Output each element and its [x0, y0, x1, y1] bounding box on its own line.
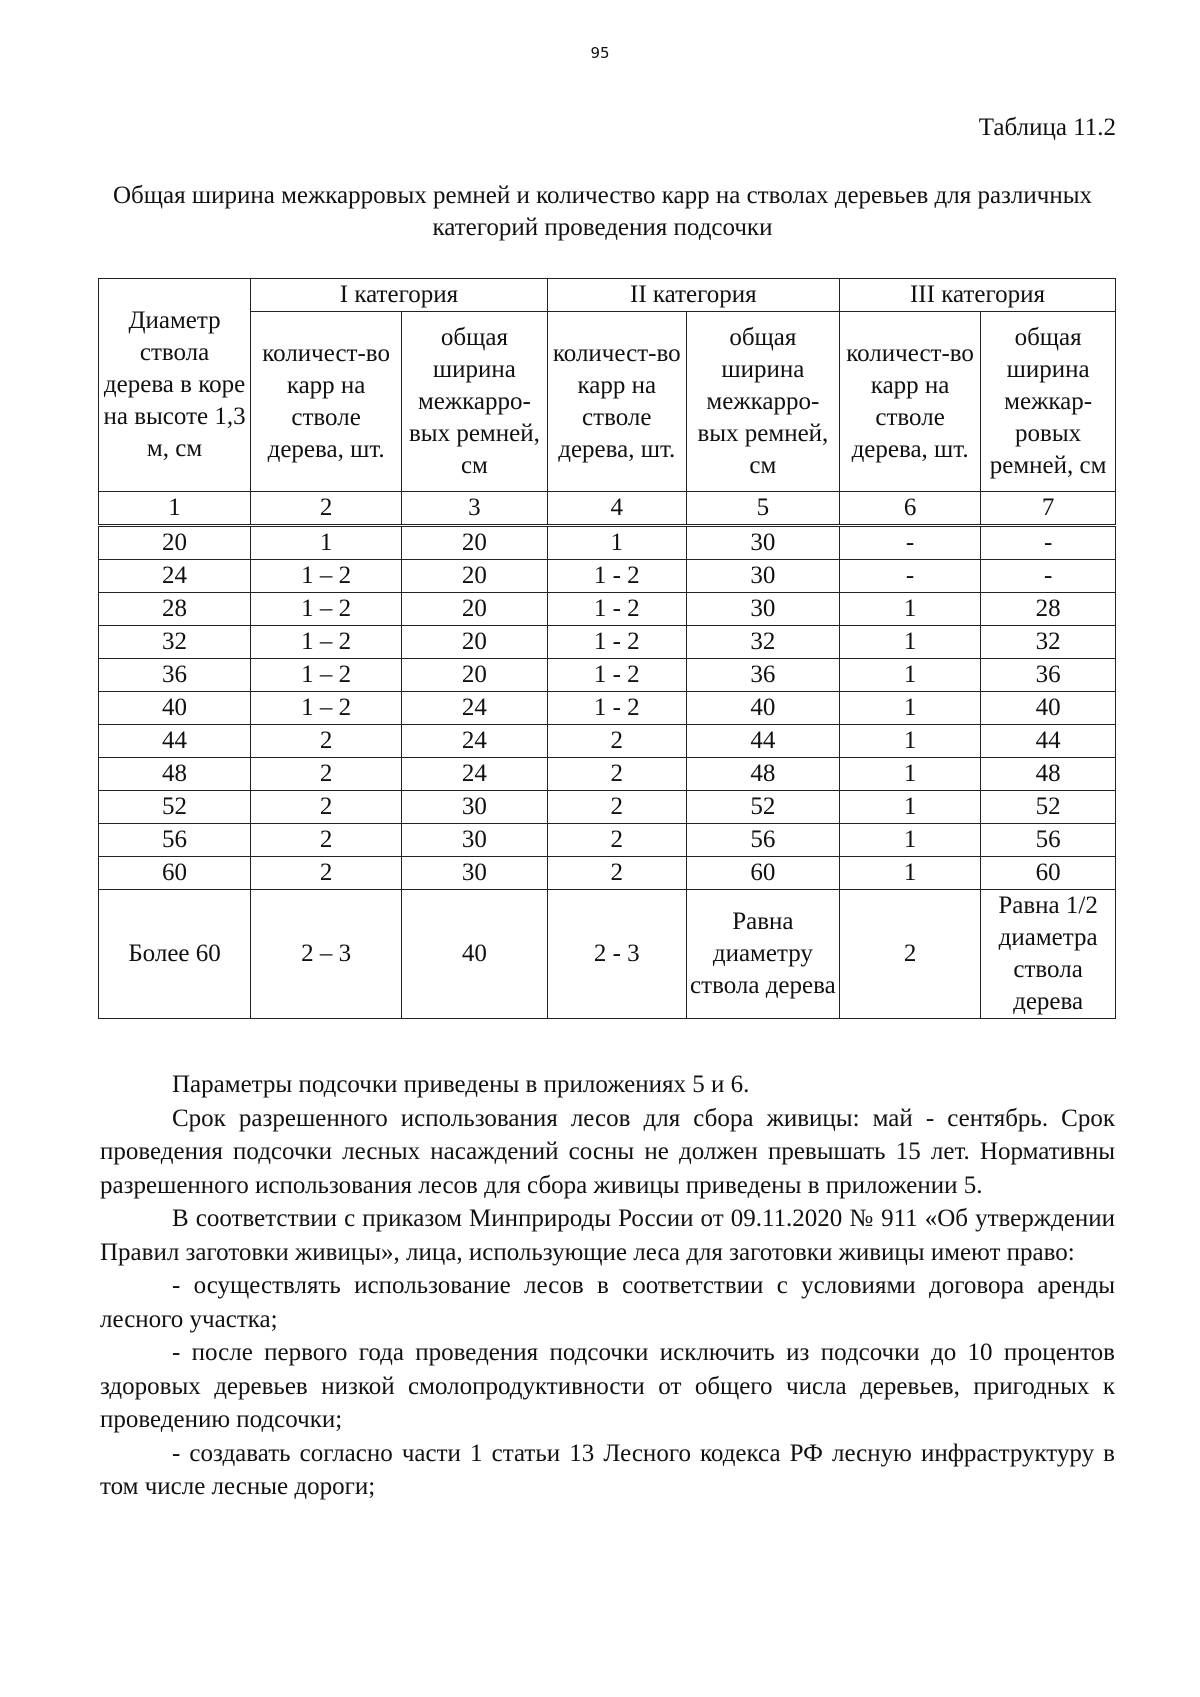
- table-cell: 20: [99, 526, 251, 560]
- table-cell: 1 – 2: [251, 659, 402, 692]
- table-cell: -: [981, 560, 1116, 593]
- paragraph: Параметры подсочки приведены в приложениях 5 и 6.: [172, 1071, 750, 1098]
- table-cell: 1: [839, 692, 980, 725]
- table-cell: 56: [99, 824, 251, 857]
- table-cell: 1 - 2: [547, 560, 686, 593]
- table-cell: 28: [99, 593, 251, 626]
- column-number: 4: [547, 492, 686, 526]
- subheader-cat2-width: общая ширина межкарро-вых ремней, см: [686, 312, 839, 492]
- table-cell: 2: [251, 824, 402, 857]
- table-row: [99, 593, 1116, 626]
- table-cell: 52: [686, 791, 839, 824]
- table-cell: 24: [99, 560, 251, 593]
- data-table: [98, 278, 1116, 1019]
- body-text: [100, 1068, 1115, 1504]
- table-row: [99, 758, 1116, 791]
- table-row: [99, 890, 1116, 1019]
- table-cell: 24: [402, 692, 548, 725]
- table-cell: 32: [686, 626, 839, 659]
- page-number: 95: [590, 44, 610, 62]
- table-cell: 40: [99, 692, 251, 725]
- table-cell: 20: [402, 593, 548, 626]
- table-row: [99, 659, 1116, 692]
- table-cell: 2: [547, 824, 686, 857]
- table-cell: 36: [99, 659, 251, 692]
- column-number: 1: [99, 492, 251, 526]
- table-cell: 32: [99, 626, 251, 659]
- table-row: [99, 560, 1116, 593]
- table-cell: 2: [251, 758, 402, 791]
- table-cell: 60: [981, 857, 1116, 890]
- table-cell: 30: [402, 824, 548, 857]
- table-row: [99, 692, 1116, 725]
- table-cell: 30: [686, 526, 839, 560]
- table-cell: 2: [547, 758, 686, 791]
- table-cell: Равна 1/2 диаметра ствола дерева: [981, 890, 1116, 1019]
- table-cell: 1: [839, 791, 980, 824]
- table-cell: 1: [547, 526, 686, 560]
- column-number: 2: [251, 492, 402, 526]
- table-row: [99, 857, 1116, 890]
- table-cell: 1 – 2: [251, 626, 402, 659]
- table-cell: 24: [402, 758, 548, 791]
- column-number: 5: [686, 492, 839, 526]
- table-cell: 56: [981, 824, 1116, 857]
- table-cell: 36: [686, 659, 839, 692]
- table-cell: 2: [547, 725, 686, 758]
- table-cell: 1: [839, 593, 980, 626]
- table-cell: 1: [839, 725, 980, 758]
- table-cell: 20: [402, 626, 548, 659]
- table-cell: 2 – 3: [251, 890, 402, 1019]
- table-cell: 20: [402, 526, 548, 560]
- table-cell: 2: [547, 791, 686, 824]
- table-cell: 52: [99, 791, 251, 824]
- table-cell: 44: [686, 725, 839, 758]
- paragraph: - создавать согласно части 1 статьи 13 Лесного кодекса РФ лесную инфраструктуру в том числе лесные дороги;: [100, 1439, 1115, 1500]
- table-cell: 1 - 2: [547, 659, 686, 692]
- table-cell: 48: [686, 758, 839, 791]
- column-number: 3: [402, 492, 548, 526]
- table-cell: 60: [99, 857, 251, 890]
- table-cell: 2: [839, 890, 980, 1019]
- table-header: [99, 279, 1116, 526]
- table-cell: 1: [839, 659, 980, 692]
- table-cell: 40: [402, 890, 548, 1019]
- subheader-cat3-count: количест-во карр на стволе дерева, шт.: [839, 312, 980, 492]
- table-cell: 36: [981, 659, 1116, 692]
- header-category-1: I категория: [251, 279, 548, 312]
- table-cell: 1: [839, 758, 980, 791]
- table-cell: 30: [686, 593, 839, 626]
- table-row: [99, 626, 1116, 659]
- table-cell: 32: [981, 626, 1116, 659]
- paragraph: Срок разрешенного использования лесов для сбора живицы: май - сентябрь. Срок проведения подсочки лесных насаждений сосны не должен превышать 15 лет. Нормативны разрешенного использования лесов для сбора живицы приведены в приложении 5.: [100, 1104, 1115, 1199]
- table-cell: 1 - 2: [547, 626, 686, 659]
- table-cell: 1 – 2: [251, 593, 402, 626]
- table-cell: 30: [402, 791, 548, 824]
- subheader-cat2-count: количест-во карр на стволе дерева, шт.: [547, 312, 686, 492]
- table-cell: 2: [251, 725, 402, 758]
- table-cell: 1 - 2: [547, 593, 686, 626]
- table-cell: -: [839, 560, 980, 593]
- table-cell: 44: [99, 725, 251, 758]
- table-cell: 60: [686, 857, 839, 890]
- column-number: 7: [981, 492, 1116, 526]
- table-cell: 2: [251, 791, 402, 824]
- subheader-cat1-count: количест-во карр на стволе дерева, шт.: [251, 312, 402, 492]
- header-category-2: II категория: [547, 279, 839, 312]
- table-cell: 1: [839, 857, 980, 890]
- table-cell: 2: [547, 857, 686, 890]
- subheader-cat3-width: общая ширина межкар-ровых ремней, см: [981, 312, 1116, 492]
- header-diameter: Диаметр ствола дерева в коре на высоте 1,3 м, см: [99, 279, 251, 492]
- table-cell: 1 - 2: [547, 692, 686, 725]
- table-cell: 44: [981, 725, 1116, 758]
- subheader-cat1-width: общая ширина межкарро-вых ремней, см: [402, 312, 548, 492]
- table-cell: 48: [99, 758, 251, 791]
- table-cell: 24: [402, 725, 548, 758]
- table-row: [99, 791, 1116, 824]
- table-cell: Более 60: [99, 890, 251, 1019]
- table-cell: 1: [839, 824, 980, 857]
- paragraph: - осуществлять использование лесов в соответствии с условиями договора аренды лесного участка;: [100, 1272, 1115, 1333]
- table-cell: 1 – 2: [251, 692, 402, 725]
- table-cell: 40: [686, 692, 839, 725]
- table-row: [99, 725, 1116, 758]
- table-cell: 52: [981, 791, 1116, 824]
- table-cell: 48: [981, 758, 1116, 791]
- table-cell: 28: [981, 593, 1116, 626]
- table-cell: 56: [686, 824, 839, 857]
- table-cell: Равна диаметру ствола дерева: [686, 890, 839, 1019]
- table-cell: 20: [402, 560, 548, 593]
- table-cell: 2: [251, 857, 402, 890]
- table-cell: 1: [839, 626, 980, 659]
- table-label: Таблица 11.2: [978, 114, 1116, 141]
- table-row: [99, 824, 1116, 857]
- table-cell: 1: [251, 526, 402, 560]
- paragraph: В соответствии с приказом Минприроды России от 09.11.2020 № 911 «Об утверждении Правил заготовки живицы», лица, использующие леса для заготовки живицы имеют право:: [100, 1205, 1115, 1266]
- table-cell: 30: [402, 857, 548, 890]
- column-number: 6: [839, 492, 980, 526]
- table-body: [99, 526, 1116, 1019]
- header-category-3: III категория: [839, 279, 1115, 312]
- table-cell: 1 – 2: [251, 560, 402, 593]
- paragraph: - после первого года проведения подсочки исключить из подсочки до 10 процентов здоровых деревьев низкой смолопродуктивности от общего числа деревьев, пригодных к проведению подсочки;: [100, 1339, 1115, 1433]
- table-cell: -: [981, 526, 1116, 560]
- table-cell: -: [839, 526, 980, 560]
- table-row: [99, 526, 1116, 560]
- column-number-row: [99, 492, 1116, 526]
- table-cell: 30: [686, 560, 839, 593]
- table-cell: 20: [402, 659, 548, 692]
- table-caption: Общая ширина межкарровых ремней и количество карр на стволах деревьев для различных категорий проведения подсочки: [112, 182, 1093, 241]
- table-cell: 2 - 3: [547, 890, 686, 1019]
- table-cell: 40: [981, 692, 1116, 725]
